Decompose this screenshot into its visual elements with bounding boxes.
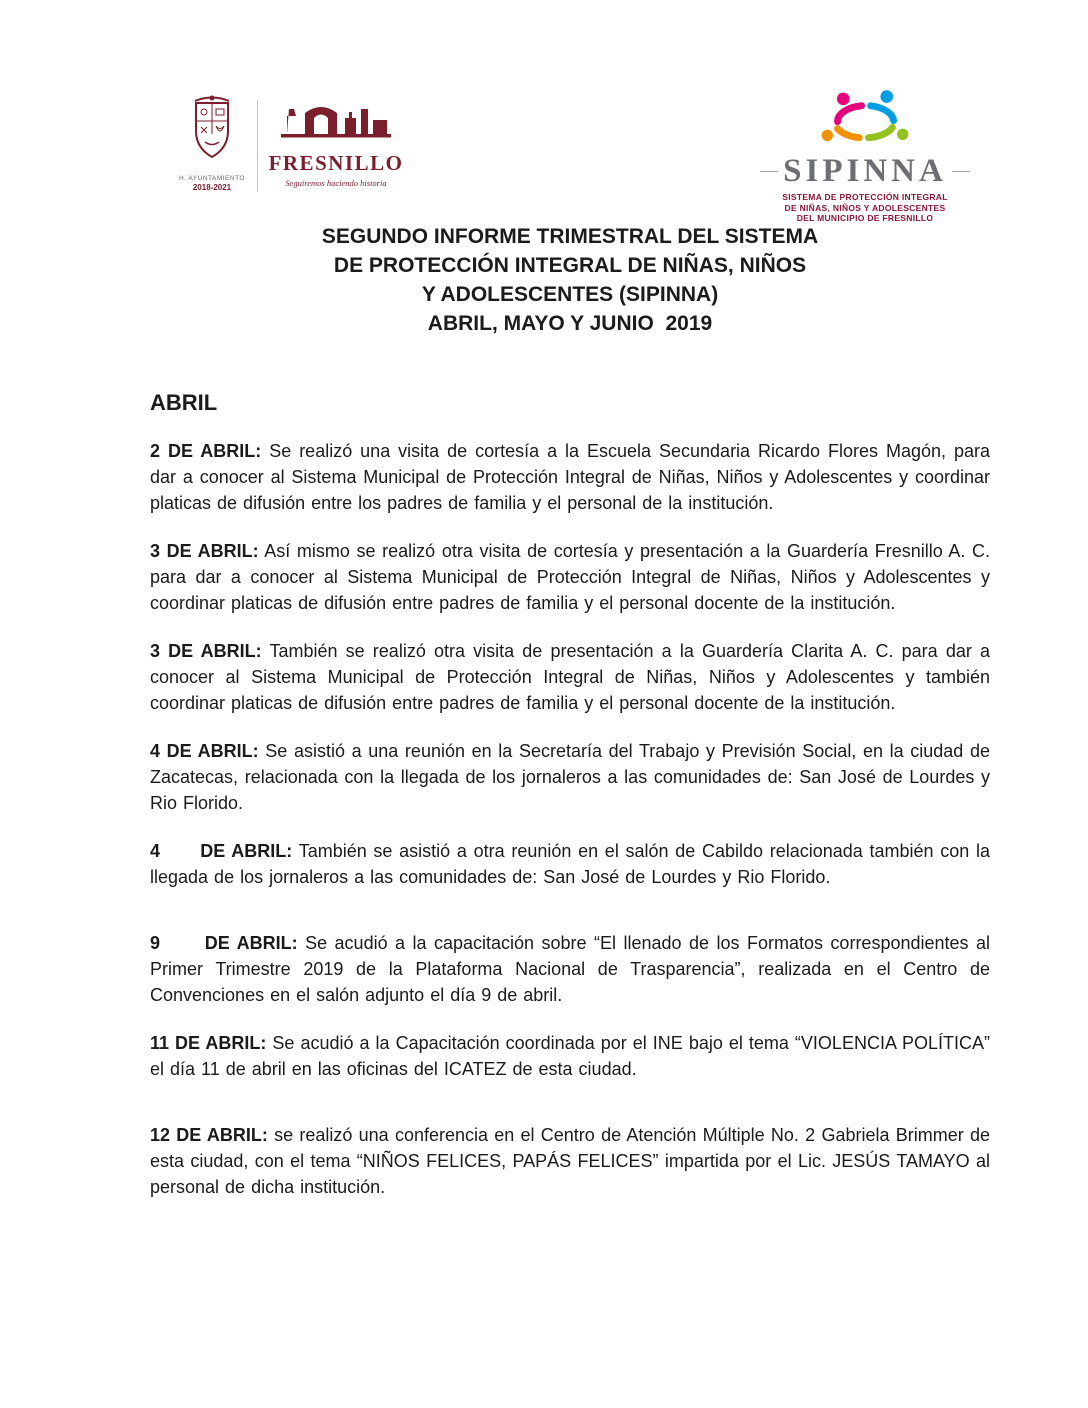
section-heading-abril: ABRIL — [150, 390, 218, 415]
sipinna-subtitle-line-3: DEL MUNICIPIO DE FRESNILLO — [796, 213, 934, 223]
fresnillo-logo — [268, 100, 404, 188]
document-header — [0, 0, 1088, 223]
paragraph-text: También se realizó otra visita de presentación a la Guardería Clarita A. C. para dar a conocer al Sistema Municipal de Protección Integral de Niñas, Niños y Adolescentes y también coordinar platicas de difusión entre padres de familia y el personal docente de la institución. — [150, 641, 990, 713]
paragraph-date-lead: 4 DE ABRIL: — [150, 841, 293, 861]
logo-divider — [257, 100, 258, 192]
sipinna-wordmark: SIPINNA — [783, 153, 947, 189]
paragraph-date-lead: 9 DE ABRIL: — [150, 933, 298, 953]
document-title-line-4: ABRIL, MAYO Y JUNIO 2019 — [427, 312, 713, 335]
paragraph-text: Se acudió a la capacitación sobre “El llenado de los Formatos correspondientes al Primer Trimestre 2019 de la Plataforma Nacional de Trasparencia”, realizada en el Centro de Convenciones en el salón adjunto el día 9 de abril. — [150, 933, 990, 1005]
report-paragraph — [150, 1030, 990, 1082]
document-title-line-2: DE PROTECCIÓN INTEGRAL DE NIÑAS, NIÑOS — [333, 254, 807, 277]
paragraph-text: Se acudió a la Capacitación coordinada por el INE bajo el tema “VIOLENCIA POLÍTICA” el día 11 de abril en las oficinas del ICATEZ de esta ciudad. — [150, 1033, 990, 1079]
report-paragraph — [150, 738, 990, 816]
fresnillo-tagline: Seguiremos haciendo historia — [285, 178, 387, 188]
report-paragraph — [150, 1122, 990, 1200]
document-title-line-3: Y ADOLESCENTES (SIPINNA) — [421, 283, 719, 306]
sipinna-right-rule — [952, 171, 970, 172]
ayuntamiento-period: 2018-2021 — [192, 183, 232, 192]
coat-of-arms-icon — [183, 94, 241, 173]
fresnillo-wordmark: FRESNILLO — [268, 151, 404, 175]
paragraph-date-lead: 12 DE ABRIL: — [150, 1125, 268, 1145]
paragraph-date-lead: 4 DE ABRIL: — [150, 741, 259, 761]
sipinna-subtitle-line-2: DE NIÑAS, NIÑOS Y ADOLESCENTES — [784, 202, 946, 213]
sipinna-subtitle-line-1: SISTEMA DE PROTECCIÓN INTEGRAL — [782, 192, 948, 202]
paragraph-text: Se realizó una visita de cortesía a la Escuela Secundaria Ricardo Flores Magón, para dar a conocer al Sistema Municipal de Protección Integral de Niñas, Niños y Adolescentes y coordinar platicas de difusión entre los padres de familia y el personal de la institución. — [150, 441, 990, 513]
paragraph-date-lead: 3 DE ABRIL: — [150, 541, 259, 561]
document-title — [150, 222, 990, 338]
paragraph-text: También se asistió a otra reunión en el salón de Cabildo relacionada también con la llegada de los jornaleros a las comunidades de: San José de Lourdes y Rio Florido. — [150, 841, 990, 887]
document-title-line-1: SEGUNDO INFORME TRIMESTRAL DEL SISTEMA — [321, 225, 819, 248]
buildings-icon — [275, 100, 397, 149]
ayuntamiento-label: H. AYUNTAMIENTO — [178, 175, 245, 182]
sipinna-wordmark-row — [760, 155, 970, 188]
paragraph-date-lead: 11 DE ABRIL: — [150, 1033, 267, 1053]
people-circle-icon — [802, 84, 928, 153]
report-paragraph — [150, 930, 990, 1008]
report-paragraph — [150, 838, 990, 890]
paragraph-text: se realizó una conferencia en el Centro de Atención Múltiple No. 2 Gabriela Brimmer de esta ciudad, con el tema “NIÑOS FELICES, PAPÁS FELICES” impartida por el Lic. JESÚS TAMAYO al personal de dicha institución. — [150, 1125, 990, 1197]
report-paragraph — [150, 638, 990, 716]
paragraph-text: Se asistió a una reunión en la Secretaría del Trabajo y Previsión Social, en la ciudad de Zacatecas, relacionada con la llegada de los jornaleros a las comunidades de: San José de Lourdes y Rio Florido. — [150, 741, 990, 813]
report-paragraph — [150, 538, 990, 616]
ayuntamiento-logo — [176, 94, 248, 198]
sipinna-subtitle — [782, 192, 947, 224]
document-body — [150, 222, 990, 1200]
report-paragraph — [150, 438, 990, 516]
paragraph-text: Así mismo se realizó otra visita de cortesía y presentación a la Guardería Fresnillo A. C. para dar a conocer al Sistema Municipal de Protección Integral de Niñas, Niños y Adolescentes y coordinar platicas de difusión entre padres de familia y el personal docente de la institución. — [150, 541, 990, 613]
sipinna-left-rule — [760, 171, 778, 172]
sipinna-logo — [760, 84, 970, 224]
paragraph-date-lead: 3 DE ABRIL: — [150, 641, 262, 661]
paragraph-date-lead: 2 DE ABRIL: — [150, 441, 262, 461]
